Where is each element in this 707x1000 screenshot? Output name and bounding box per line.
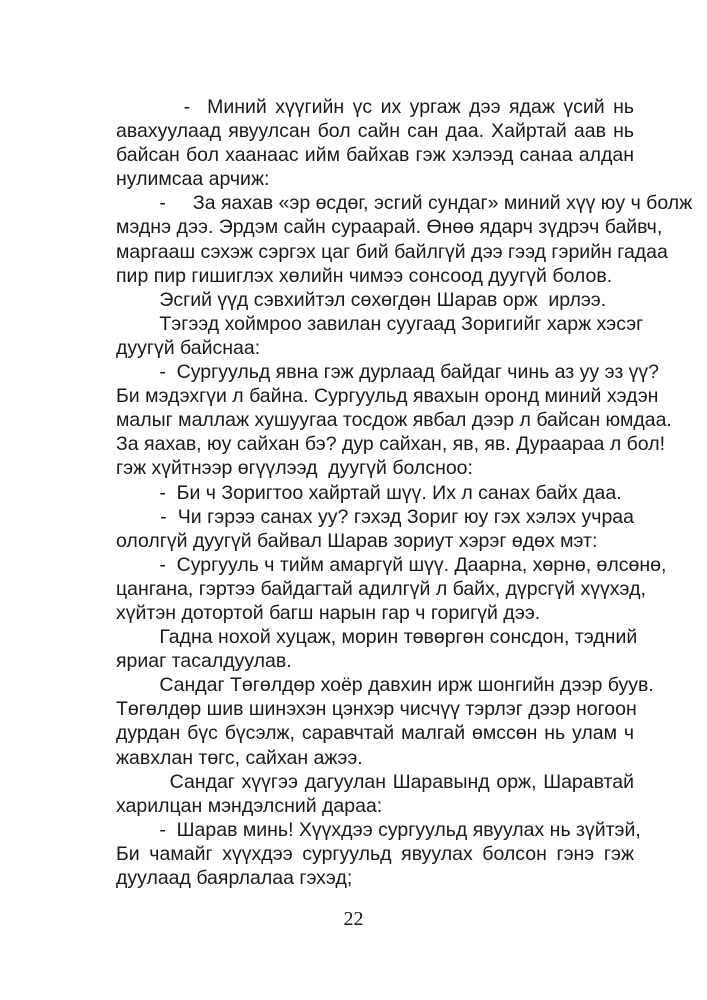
text-line: мэднэ дээ. Эрдэм сайн сураарай. Өнөө ядарч зүдрэч байвч, [116,216,663,239]
text-line: дурдан бүс бүсэлж, саравчтай малгай өмссөн нь улам ч [116,722,634,745]
text-line: цангана, гэртээ байдагтай адилгүй л байх, дүрсгүй хүүхэд, [116,577,646,600]
page-number: 22 [343,908,364,930]
text-line: Тэгээд хоймроо завилан суугаад Зоригийг харж хэсэг [116,312,644,335]
text-line: - Чи гэрээ санах уу? гэхэд Зориг юу гэх хэлэх учраа [116,505,634,528]
text-line: Би мэдэхгүи л байна. Сургуульд явахын оронд миний хэдэн [116,385,659,408]
text-line: - Сургуульд явна гэж дурлаад байдаг чинь аз уу эз үү? [116,361,660,384]
text-line: гэж хүйтнээр өгүүлээд дуугүй болсноо: [116,457,473,480]
text-line: Төгөлдөр шив шинэхэн цэнхэр чисчүү тэрлэг дээр ногоон [116,698,637,721]
text-line: харилцан мэндэлсний дараа: [116,794,383,817]
text-line: - Би ч Зоригтоо хайртай шүү. Их л санах байх даа. [116,481,622,504]
body-text [116,95,693,890]
text-line: Би чамайг хүүхдээ сургуульд явуулах болсон гэнэ гэж [116,842,634,865]
text-line: - Сургууль ч тийм амаргүй шүү. Даарна, хөрнө, өлсөнө, [116,553,667,576]
text-line: За яахав, юу сайхан бэ? дур сайхан, яв, яв. Дураараа л бол! [116,433,665,456]
text-line: - Миний хүүгийн үс их ургаж дээ ядаж үсий нь [116,96,634,118]
text-line: Сандаг Төгөлдөр хоёр давхин ирж шонгийн дээр буув. [116,674,654,697]
text-line: яриаг тасалдуулав. [116,650,292,673]
text-line: жавхлан төгс, сайхан ажээ. [116,746,363,769]
text-line: малыг маллаж хушуугаа тосдож явбал дээр л байсан юмдаа. [116,409,672,432]
text-line: дуулаад баярлалаа гэхэд; [116,867,353,889]
text-line: маргааш сэхэж сэргэх цаг бий байлгүй дээ гээд гэрийн гадаа [116,240,668,263]
text-line: Гадна нохой хуцаж, морин төвөргөн сонсдон, тэдний [116,626,638,649]
text-line: авахуулаад явуулсан бол сайн сан даа. Хайртай аав нь [116,120,634,143]
text-line: - За яахав «эр өсдөг, эсгий сундаг» миний хүү юу ч болж [116,192,693,215]
text-line: хүйтэн дотортой багш нарын гар ч горигүй дээ. [116,601,541,624]
text-line: Сандаг хүүгээ дагуулан Шаравынд орж, Шаравтай [116,770,634,793]
text-line: ололгүй дуугүй байвал Шарав зориут хэрэг өдөх мэт: [116,529,598,552]
text-line: дуугүй байснаа: [116,336,261,359]
text-line: - Шарав минь! Хүүхдээ сургуульд явуулах нь зүйтэй, [116,818,641,841]
text-line: нулимсаа арчиж: [116,168,270,191]
text-line: пир пир гишиглэх хөлийн чимээ сонсоод дуугүй болов. [116,264,613,287]
text-line: байсан бол хаанаас ийм байхав гэж хэлээд санаа алдан [116,144,634,167]
text-line: Эсгий үүд сэвхийтэл сөхөгдөн Шарав орж ирлээ. [116,288,607,311]
